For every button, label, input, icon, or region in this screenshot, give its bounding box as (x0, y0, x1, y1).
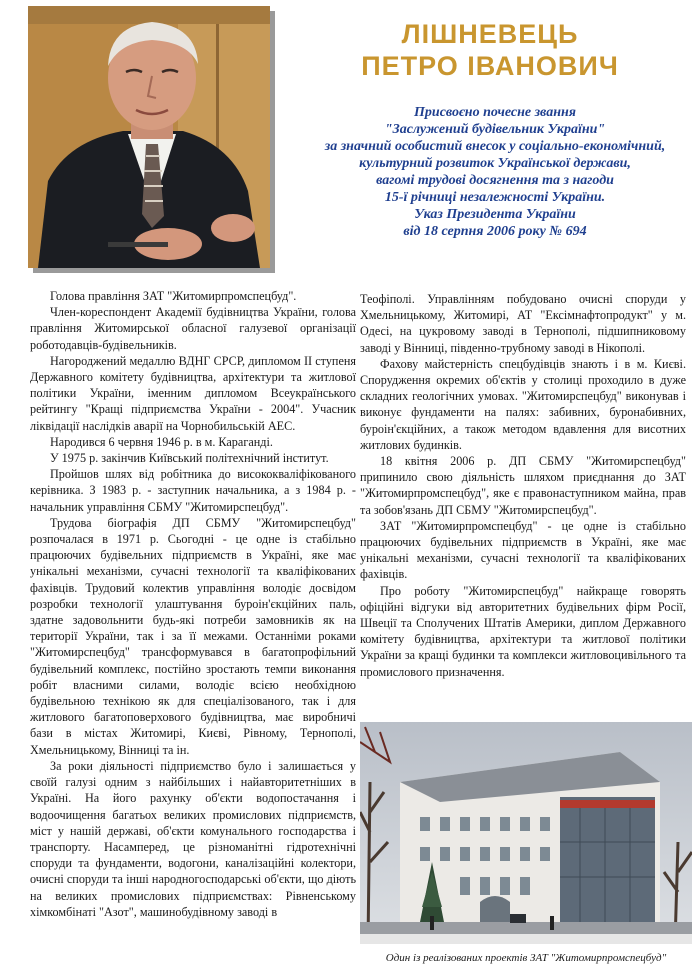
person-name (290, 18, 690, 82)
given-names: ПЕТРО ІВАНОВИЧ (361, 51, 619, 81)
paragraph: У 1975 р. закінчив Київський політехнічний інститут. (50, 451, 329, 466)
paragraph: Трудова біографія ДП СБМУ "Житомирспецбуд" розпочалася в 1971 р. Сьогодні - це одне із стабільно працюючих будівельних підприємств в Україні, яке має унікальні механізми, сучасні технології та кваліфікованих фахівців. Трудовий колектив управління володіє досвідом розробки технології улаштування буроін'єкційних паль, здатне задовольнити будь-які потреби замовників як на території України, так і за її межами. Останніми роками "Житомирспецбуд" трансформувався в багатопрофільний будівельний комплекс, постійно зростають темпи виконання робіт власними силами, володіє всією необхідною будівельною технікою як для спеціалізованого, так і для житлового багатоповерхового будівництва, має виробничі бази в містах Житомирі, Києві, Рівному, Тернополі, Хмельницькому, Вінниці та ін. (30, 515, 356, 757)
building-photo (360, 722, 692, 944)
award-line: від 18 серпня 2006 року № 694 (403, 224, 587, 239)
paragraph: ЗАТ "Житомирпромспецбуд" - це одне із стабільно працюючих будівельних підприємств в Україні, яке має унікальні механізми, сучасні технології та кваліфікованих фахівців. (360, 518, 686, 582)
paragraph: 18 квітня 2006 р. ДП СБМУ "Житомирспецбуд" припинило свою діяльність шляхом приєднання до ЗАТ "Житомирпромспецбуд", яке є правонаступником майна, прав та зобов'язань ДП СБМУ "Житомирспецбуд". (360, 454, 686, 517)
paragraph: Народився 6 червня 1946 р. в м. Караганді. (50, 434, 273, 449)
paragraph: Пройшов шлях від робітника до висококваліфікованого керівника. З 1983 р. - заступник начальника, а з 1984 р. - начальник управління СБМУ "Житомирспецбуд". (30, 467, 356, 514)
paragraph: Теофіполі. Управлінням побудовано очисні споруди у Хмельницькому, Житомирі, АТ "Ексімнафтопродукт" у м. Одесі, на цукровому заводі в Тернополі, підшипниковому заводі у Вінниці, південно-трубному заводі в Нікополі. (360, 292, 686, 355)
paragraph: Нагороджений медаллю ВДНГ СРСР, дипломом II ступеня Державного комітету будівництва, архітектури та житлової політики України, іменним дипломом Всеукраїнського рейтингу "Кращі підприємства України - 2004". Учасник ліквідації наслідків аварії на Чорнобильській АЕС. (30, 353, 356, 433)
award-line: Присвоєно почесне звання (414, 105, 576, 120)
award-line: "Заслужений будівельник України" (384, 122, 606, 137)
paragraph: За роки діяльності підприємство було і залишається у своїй галузі одним з найбільших і найавторитетніших в Україні. На його рахунку об'єкти водопостачання і водоочищення багатьох великих промислових підприємств, міст у нашій державі, об'єкти комунального господарства і транспорту. Насамперед, це різноманітні гідротехнічні споруди та фундаменти, водогони, каналізаційні колектори, очисні споруди та інші народногосподарські об'єкти, що діють на великих промислових підприємствах: Рівненському хімкомбінаті "Азот", машинобудівному заводі в (30, 758, 356, 919)
award-line: за значний особистий внесок у соціально-економічний, (324, 139, 666, 154)
surname: ЛІШНЕВЕЦЬ (401, 19, 579, 49)
paragraph: Про роботу "Житомирспецбуд" найкраще говорять офіційні відгуки від авторитетних будівельних фірм Росії, Швеції та Сполучених Штатів Америки, диплом Державного комітету будівництва, архітектури та житлової політики України за кращі будинки та комплекси житловоцивільного та промислового призначення. (360, 583, 686, 679)
award-block (300, 104, 690, 240)
award-line: 15-ї річниці незалежності України. (384, 190, 606, 205)
paragraph: Член-кореспондент Академії будівництва України, голова правління Житомирської обласної галузевої організації роботодавців-будівельників. (30, 305, 356, 352)
portrait-photo (28, 6, 270, 268)
award-line: Указ Президента України (414, 207, 576, 222)
left-column (30, 288, 356, 920)
photo-caption: Один із реалізованих проектів ЗАТ "Житомирпромспецбуд" (385, 952, 667, 964)
right-column (360, 291, 686, 680)
award-line: вагомі трудові досягнення та з нагоди (376, 173, 614, 188)
paragraph: Голова правління ЗАТ "Житомирпромспецбуд". (50, 289, 297, 303)
award-line: культурний розвиток Української держави, (359, 156, 631, 171)
paragraph: Фахову майстерність спецбудівців знають і в м. Києві. Спорудження окремих об'єктів у столиці проходило в дуже складних геологічних умовах. "Житомирспецбуд" виконував і виконує фундаменти на палях: забивних, буронабивних, буроін'єкційних, а також методом вдавлення для висотних житлових будинків. (360, 356, 686, 452)
